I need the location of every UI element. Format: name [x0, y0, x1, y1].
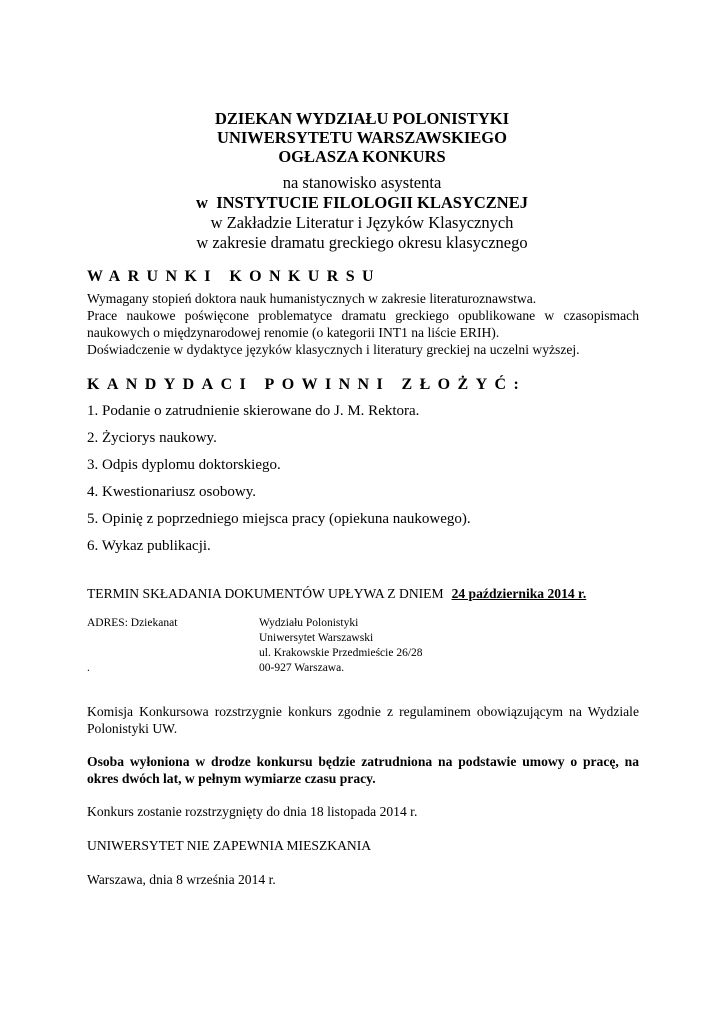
header-university: UNIWERSYTETU WARSZAWSKIEGO — [217, 128, 507, 147]
deadline-date: 24 października 2014 r. — [451, 586, 587, 601]
date-place: Warszawa, dnia 8 września 2014 r. — [87, 872, 276, 887]
address-line: Uniwersytet Warszawski — [259, 632, 374, 644]
condition-item: Doświadczenie w dydaktyce języków klasycznych i literatury greckiej na uczelni wyższej. — [87, 342, 580, 357]
condition-item: Wymagany stopień doktora nauk humanistycznych w zakresie literaturoznawstwa. — [87, 291, 537, 306]
address-lines — [259, 616, 423, 676]
header-department: w Zakładzie Literatur i Języków Klasycznych — [210, 213, 514, 232]
document-item: 1. Podanie o zatrudnienie skierowane do J. M. Rektora. — [87, 403, 420, 419]
header-scope: w zakresie dramatu greckiego okresu klasycznego — [196, 233, 528, 252]
address-line: 00-927 Warszawa. — [259, 662, 345, 674]
header-dean: DZIEKAN WYDZIAŁU POLONISTYKI — [214, 109, 509, 128]
condition-item: Prace naukowe poświęcone problematyce dramatu greckiego opublikowane w czasopismach naukowych o międzynarodowej renomie (o kategorii INT1 na liście ERIH). — [87, 308, 639, 340]
address-dot: . — [87, 662, 90, 674]
address-label: ADRES: Dziekanat — [87, 617, 178, 629]
header-position: na stanowisko asystenta — [282, 173, 442, 192]
document-item: 4. Kwestionariusz osobowy. — [87, 484, 257, 500]
header-institute-name: INSTYTUCIE FILOLOGII KLASYCZNEJ — [216, 193, 528, 212]
header-announces: OGŁASZA KONKURS — [278, 147, 446, 166]
deadline — [87, 586, 586, 602]
document-item: 5. Opinię z poprzedniego miejsca pracy (opiekuna naukowego). — [87, 511, 471, 527]
conditions-title: WARUNKI KONKURSU — [87, 268, 381, 285]
address-line: Wydziału Polonistyki — [259, 617, 359, 629]
documents-title: KANDYDACI POWINNI ZŁOŻYĆ: — [87, 376, 527, 393]
resolution-paragraph: Konkurs zostanie rozstrzygnięty do dnia 18 listopada 2014 r. — [87, 804, 418, 819]
employment-paragraph: Osoba wyłoniona w drodze konkursu będzie zatrudniona na podstawie umowy o pracę, na okres dwóch lat, w pełnym wymiarze czasu pracy. — [87, 754, 639, 786]
header-institute-prefix: w — [196, 193, 208, 212]
housing-notice: UNIWERSYTET NIE ZAPEWNIA MIESZKANIA — [87, 838, 372, 853]
address-line: ul. Krakowskie Przedmieście 26/28 — [259, 647, 423, 659]
deadline-text: TERMIN SKŁADANIA DOKUMENTÓW UPŁYWA Z DNIEM — [87, 586, 444, 601]
document-item: 3. Odpis dyplomu doktorskiego. — [87, 457, 281, 473]
header-institute — [0, 192, 724, 213]
document-item: 2. Życiorys naukowy. — [87, 430, 217, 446]
conditions-list — [87, 290, 639, 358]
document-item: 6. Wykaz publikacji. — [87, 538, 211, 554]
commission-paragraph: Komisja Konkursowa rozstrzygnie konkurs zgodnie z regulaminem obowiązującym na Wydziale Polonistyki UW. — [87, 704, 639, 736]
